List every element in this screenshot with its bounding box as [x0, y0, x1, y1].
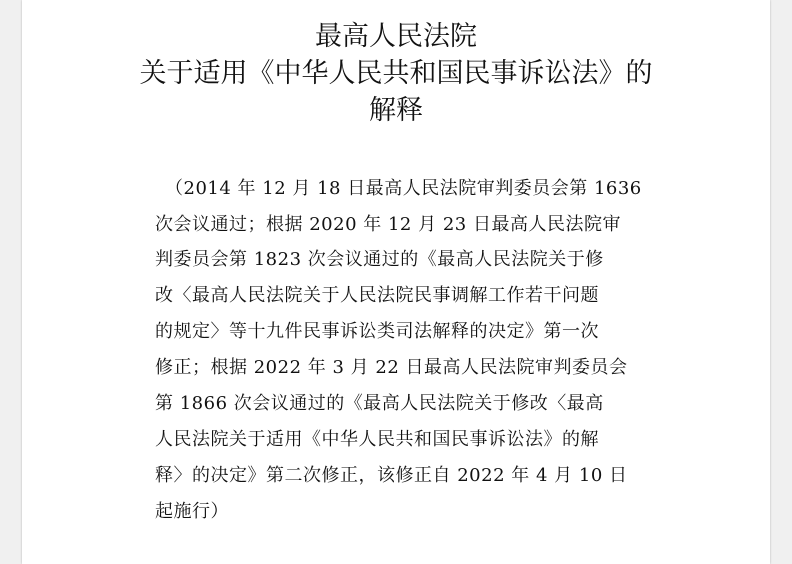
title-line-2: 关于适用《中华人民共和国民事诉讼法》的: [139, 58, 653, 89]
body-line: 的规定〉等十九件民事诉讼类司法解释的决定》第一次: [155, 321, 599, 342]
title-line-1: 最高人民法院: [315, 21, 477, 52]
body-line: （2014 年 12 月 18 日最高人民法院审判委员会第 1636: [165, 178, 642, 199]
body-line: 改〈最高人民法院关于人民法院民事调解工作若干问题: [155, 285, 599, 306]
body-line: 修正；根据 2022 年 3 月 22 日最高人民法院审判委员会: [155, 357, 628, 378]
body-line: 人民法院关于适用《中华人民共和国民事诉讼法》的解: [155, 429, 599, 450]
body-line: 次会议通过；根据 2020 年 12 月 23 日最高人民法院审: [155, 214, 621, 235]
body-line: 释〉的决定》第二次修正，该修正自 2022 年 4 月 10 日: [155, 465, 628, 486]
body-line: 起施行）: [155, 501, 229, 522]
body-line: 判委员会第 1823 次会议通过的《最高人民法院关于修: [155, 249, 604, 270]
title-line-3: 解释: [369, 95, 423, 126]
document-page: [22, 0, 770, 564]
body-line: 第 1866 次会议通过的《最高人民法院关于修改〈最高: [155, 393, 604, 414]
